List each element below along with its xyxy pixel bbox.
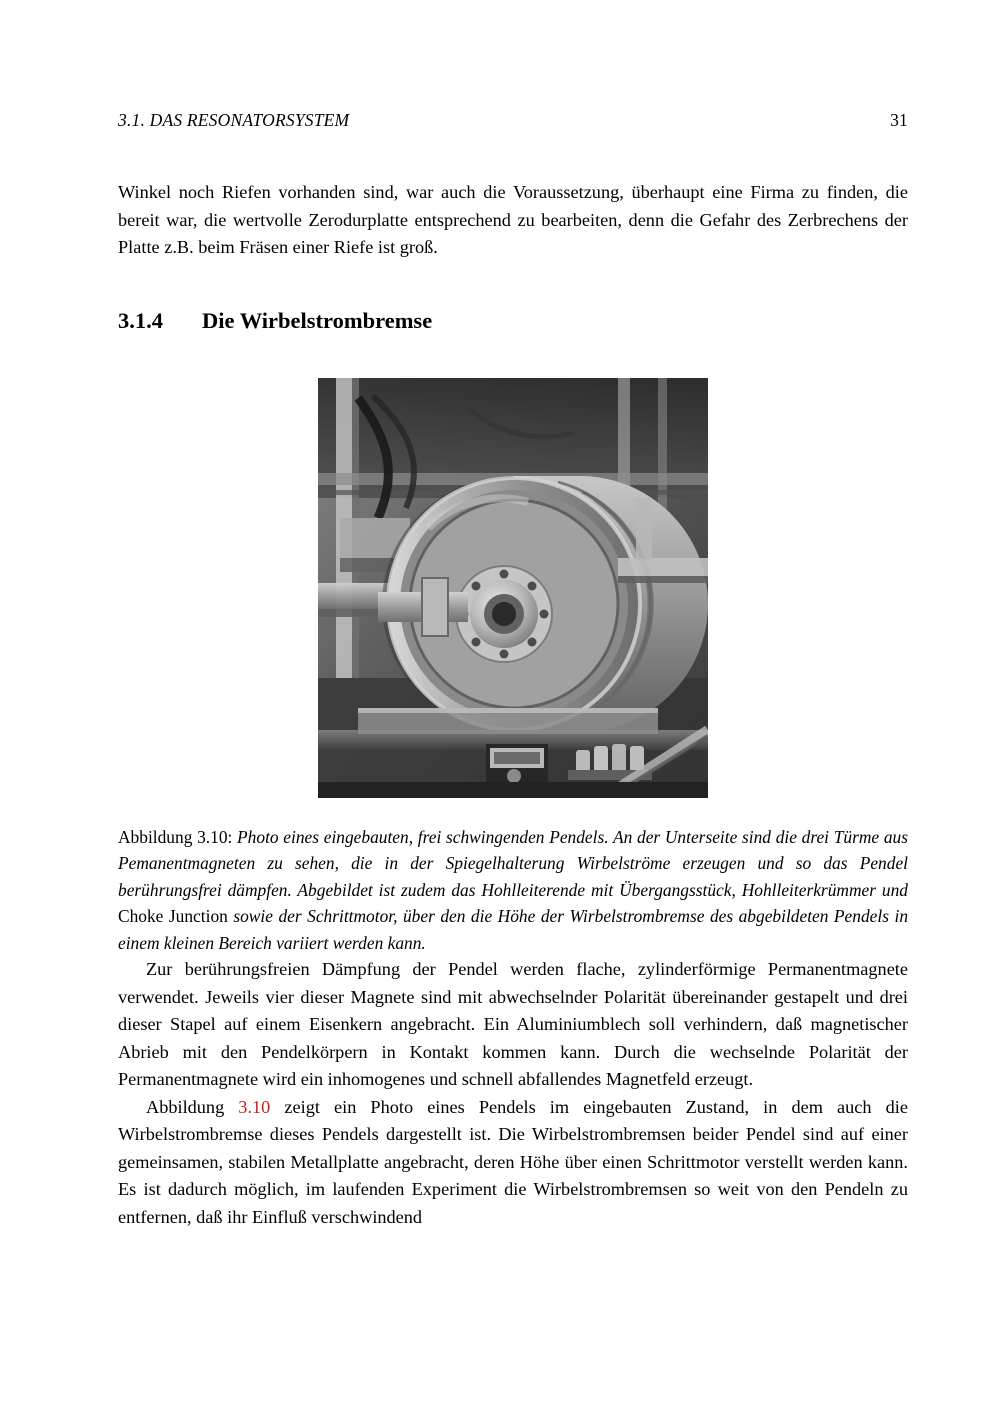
section-number: 3.1.4 — [118, 307, 163, 333]
page-content — [118, 110, 908, 1231]
paragraph-body-2-pre: Abbildung — [146, 1096, 239, 1117]
running-head — [118, 110, 908, 131]
section-title: Die Wirbelstrombremse — [202, 307, 433, 333]
paragraph-intro: Winkel noch Riefen vorhanden sind, war auch die Voraussetzung, überhaupt eine Firma zu finden, die bereit war, die wertvolle Zerodurplatte entsprechend zu bearbeiten, denn die Gefahr des Zerbrechens der Platte z.B. beim Fräsen einer Riefe ist groß. — [118, 182, 908, 257]
figure-caption-label: Abbildung 3.10: — [118, 826, 233, 847]
paragraph-body-2-post: zeigt ein Photo eines Pendels im eingebauten Zustand, in dem auch die Wirbelstrombremse dieses Pendels dargestellt ist. Die Wirbelstrombremsen beider Pendel sind auf einer gemeinsamen, stabilen Metallplatte angebracht, deren Höhe über einen Schrittmotor verstellt werden kann. Es ist dadurch möglich, im laufenden Experiment die Wirbelstrombremsen so weit von den Pendeln zu entfernen, daß ihr Einfluß verschwindend — [118, 1096, 908, 1227]
figure-caption — [118, 824, 908, 957]
running-head-section: 3.1. DAS RESONATORSYSTEM — [118, 110, 350, 130]
figure-image-wrap — [118, 378, 908, 798]
paragraph-body-1: Zur berührungsfreien Dämpfung der Pendel werden flache, zylinderförmige Permanentmagnete verwendet. Jeweils vier dieser Magnete sind mit abwechselnder Polarität übereinander gestapelt und drei dieser Stapel auf einem Eisenkern angebracht. Ein Aluminiumblech soll verhindern, daß magnetischer Abrieb mit den Pendelkörpern in Kontakt kommen kann. Durch die wechselnde Polarität der Permanentmagnete wird ein inhomogenes und schnell abfallendes Magnetfeld erzeugt. — [118, 959, 908, 1089]
section-heading — [118, 308, 908, 334]
paragraph-body-2 — [118, 1094, 908, 1232]
pendulum-photo-graphic — [318, 378, 708, 798]
figure-3-10 — [118, 378, 908, 957]
figure-caption-upright: Choke Junction — [118, 906, 228, 926]
pendulum-photo — [318, 378, 708, 798]
figure-caption-text-2: sowie der Schrittmotor, über den die Höhe der Wirbelstrombremse des abgebildeten Pendels in einem kleinen Bereich variiert werden kann. — [118, 906, 909, 953]
figure-caption-text-1: Photo eines eingebauten, frei schwingenden Pendels. An der Unterseite sind die drei Türme aus Pemanentmagneten zu sehen, die in der Spiegelhalterung Wirbelströme erzeugen und so das Pendel berührungsfrei dämpfen. Abgebildet ist zudem das Hohlleiterende mit Übergangsstück, Hohlleiterkrümmer und — [118, 826, 908, 900]
page-number: 31 — [890, 110, 908, 130]
figure-reference-link[interactable]: 3.10 — [238, 1096, 271, 1117]
